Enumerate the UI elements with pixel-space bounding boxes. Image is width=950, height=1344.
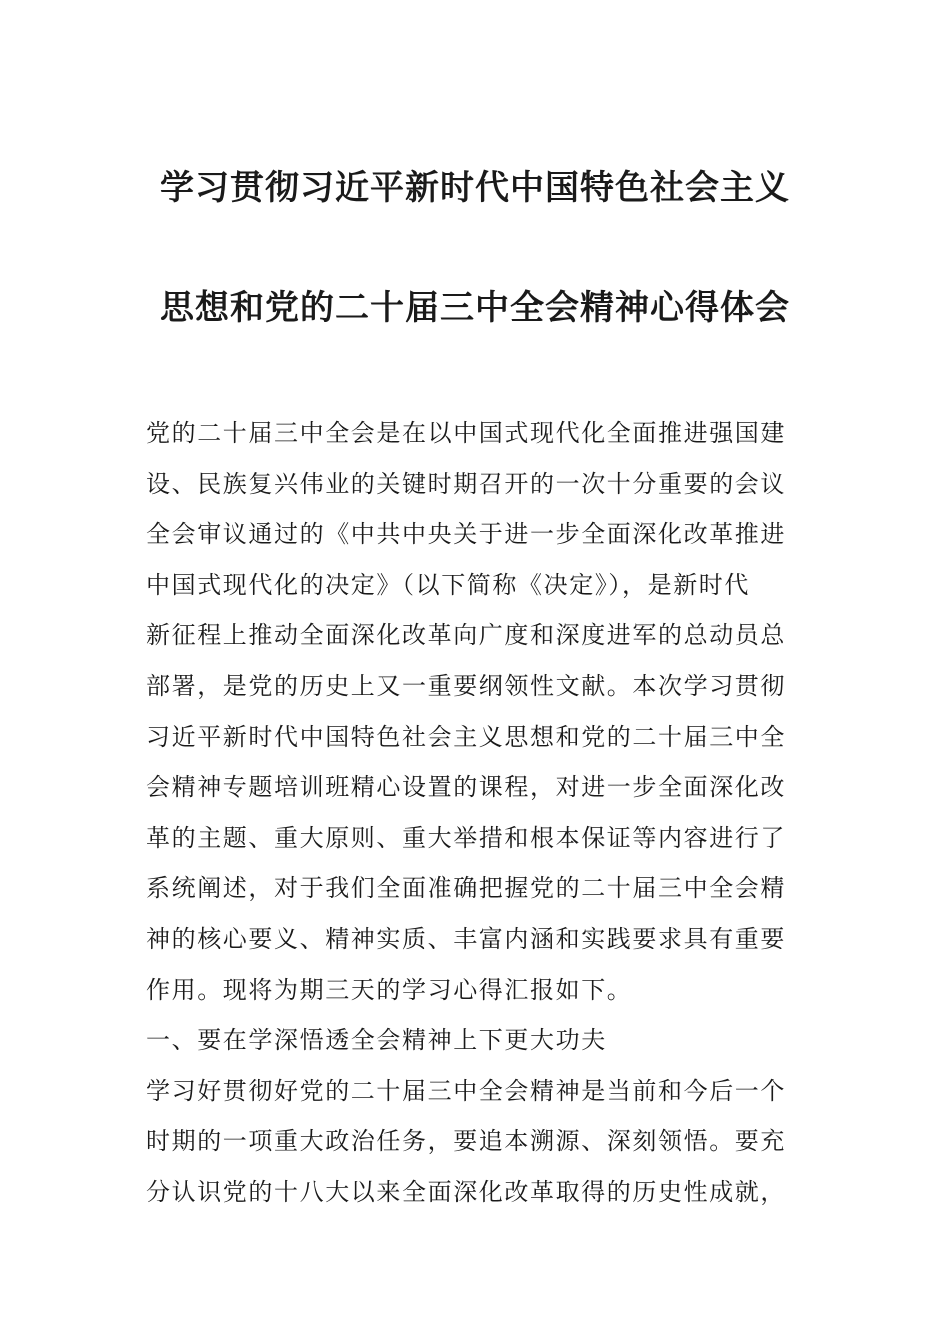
body-line: 部署，是党的历史上又一重要纲领性文献。本次学习贯彻 [146, 671, 786, 700]
body-line: 全会审议通过的《中共中央关于进一步全面深化改革推进 [146, 520, 786, 549]
body-line: 革的主题、重大原则、重大举措和根本保证等内容进行了 [146, 823, 786, 852]
body-line: 学习好贯彻好党的二十届三中全会精神是当前和今后一个 [146, 1076, 786, 1105]
body-line: 神的核心要义、精神实质、丰富内涵和实践要求具有重要 [146, 924, 786, 953]
body-line: 分认识党的十八大以来全面深化改革取得的历史性成就， [146, 1177, 786, 1206]
document-body [146, 408, 806, 1218]
body-line: 作用。现将为期三天的学习心得汇报如下。 [146, 975, 633, 1004]
section-heading: 一、要在学深悟透全会精神上下更大功夫 [146, 1026, 607, 1055]
body-line: 中国式现代化的决定》（以下简称《决定》），是新时代 [146, 570, 750, 599]
document-title-line-1: 学习贯彻习近平新时代中国特色社会主义 [160, 168, 790, 208]
body-line: 时期的一项重大政治任务，要追本溯源、深刻领悟。要充 [146, 1127, 786, 1156]
document-title-line-2: 思想和党的二十届三中全会精神心得体会 [160, 288, 790, 328]
body-line: 习近平新时代中国特色社会主义思想和党的二十届三中全 [146, 722, 786, 751]
body-line: 党的二十届三中全会是在以中国式现代化全面推进强国建 [146, 419, 786, 447]
body-line: 设、民族复兴伟业的关键时期召开的一次十分重要的会议 [146, 469, 786, 498]
body-line: 系统阐述，对于我们全面准确把握党的二十届三中全会精 [146, 874, 786, 903]
body-line: 会精神专题培训班精心设置的课程，对进一步全面深化改 [146, 773, 786, 802]
body-line: 新征程上推动全面深化改革向广度和深度进军的总动员总 [146, 621, 786, 650]
